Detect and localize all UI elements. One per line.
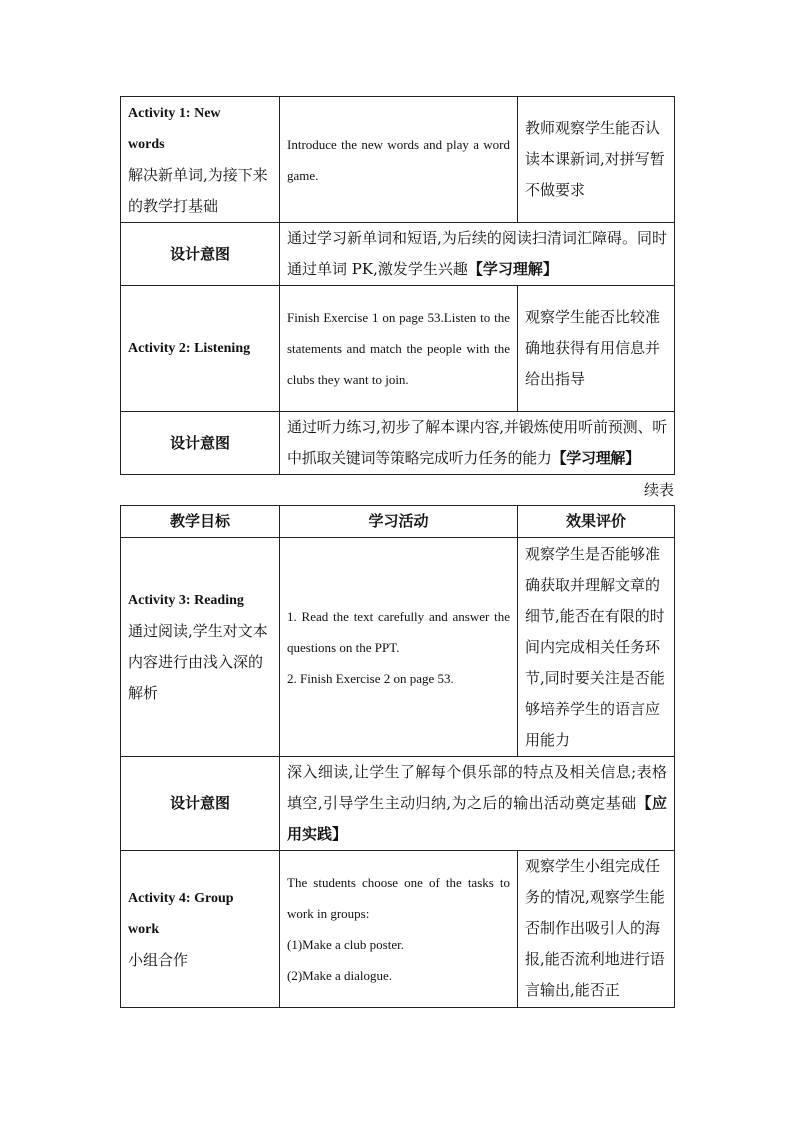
evaluation-cell: 观察学生小组完成任务的情况,观察学生能否制作出吸引人的海报,能否流利地进行语言输出,能否正 — [518, 851, 675, 1008]
activity-cell — [280, 851, 518, 1008]
design-intent-body: 通过听力练习,初步了解本课内容,并锻炼使用听前预测、听中抓取关键词等策略完成听力任务的能力 — [287, 418, 667, 467]
table-row — [121, 757, 675, 851]
activity-title: Activity 1: New words — [128, 105, 221, 152]
evaluation-cell: 观察学生能否比较准确地获得有用信息并给出指导 — [518, 286, 675, 412]
activity-goal: 小组合作 — [128, 950, 189, 969]
objective-cell — [121, 97, 280, 223]
table-row — [121, 97, 675, 223]
design-intent-tag: 【学习理解】 — [551, 449, 640, 467]
objective-cell: Activity 2: Listening — [121, 286, 280, 412]
design-intent-label: 设计意图 — [121, 223, 280, 286]
table-row — [121, 412, 675, 475]
design-intent-text — [280, 412, 675, 475]
activity-cell — [280, 538, 518, 757]
continued-label: 续表 — [643, 481, 674, 499]
design-intent-text — [280, 757, 675, 851]
header-evaluation: 效果评价 — [518, 506, 675, 538]
table-row — [121, 851, 675, 1008]
activity-cell: Finish Exercise 1 on page 53.Listen to the statements and match the people with the clubs they want to join. — [280, 286, 518, 412]
evaluation-cell: 观察学生是否能够准确获取并理解文章的细节,能否在有限的时间内完成相关任务环节,同时要关注是否能够培养学生的语言应用能力 — [518, 538, 675, 757]
header-objective: 教学目标 — [121, 506, 280, 538]
design-intent-text — [280, 223, 675, 286]
activity-option-2: (2)Make a dialogue. — [287, 968, 393, 983]
objective-cell — [121, 851, 280, 1008]
activity-title: Activity 4: Group work — [128, 890, 234, 937]
header-activity: 学习活动 — [280, 506, 518, 538]
activity-step-2: 2. Finish Exercise 2 on page 53. — [287, 670, 454, 686]
design-intent-body: 通过学习新单词和短语,为后续的阅读扫清词汇障碍。同时通过单词 PK,激发学生兴趣 — [287, 229, 667, 278]
table-header-row — [121, 506, 675, 538]
table-row — [121, 286, 675, 412]
evaluation-cell: 教师观察学生能否认读本课新词,对拼写暂不做要求 — [518, 97, 675, 223]
activity-title: Activity 3: Reading — [128, 593, 244, 608]
activity-table-continued — [120, 505, 675, 1008]
activity-table-top — [120, 96, 675, 475]
activity-goal: 解决新单词,为接下来的教学打基础 — [128, 165, 268, 215]
activity-goal: 通过阅读,学生对文本内容进行由浅入深的解析 — [128, 622, 268, 702]
table-row — [121, 223, 675, 286]
activity-step-1: 1. Read the text carefully and answer the questions on the PPT. — [287, 608, 510, 655]
activity-cell: Introduce the new words and play a word game. — [280, 97, 518, 223]
activity-option-1: (1)Make a club poster. — [287, 937, 404, 952]
objective-cell — [121, 538, 280, 757]
design-intent-tag: 【学习理解】 — [467, 260, 558, 278]
design-intent-label: 设计意图 — [121, 757, 280, 851]
activity-intro: The students choose one of the tasks to work in groups: — [287, 875, 510, 921]
design-intent-body: 深入细读,让学生了解每个俱乐部的特点及相关信息;表格填空,引导学生主动归纳,为之后的输出活动奠定基础 — [287, 763, 667, 812]
design-intent-label: 设计意图 — [121, 412, 280, 475]
design-intent-tag: 【应用实践】 — [287, 794, 667, 843]
table-row — [121, 538, 675, 757]
